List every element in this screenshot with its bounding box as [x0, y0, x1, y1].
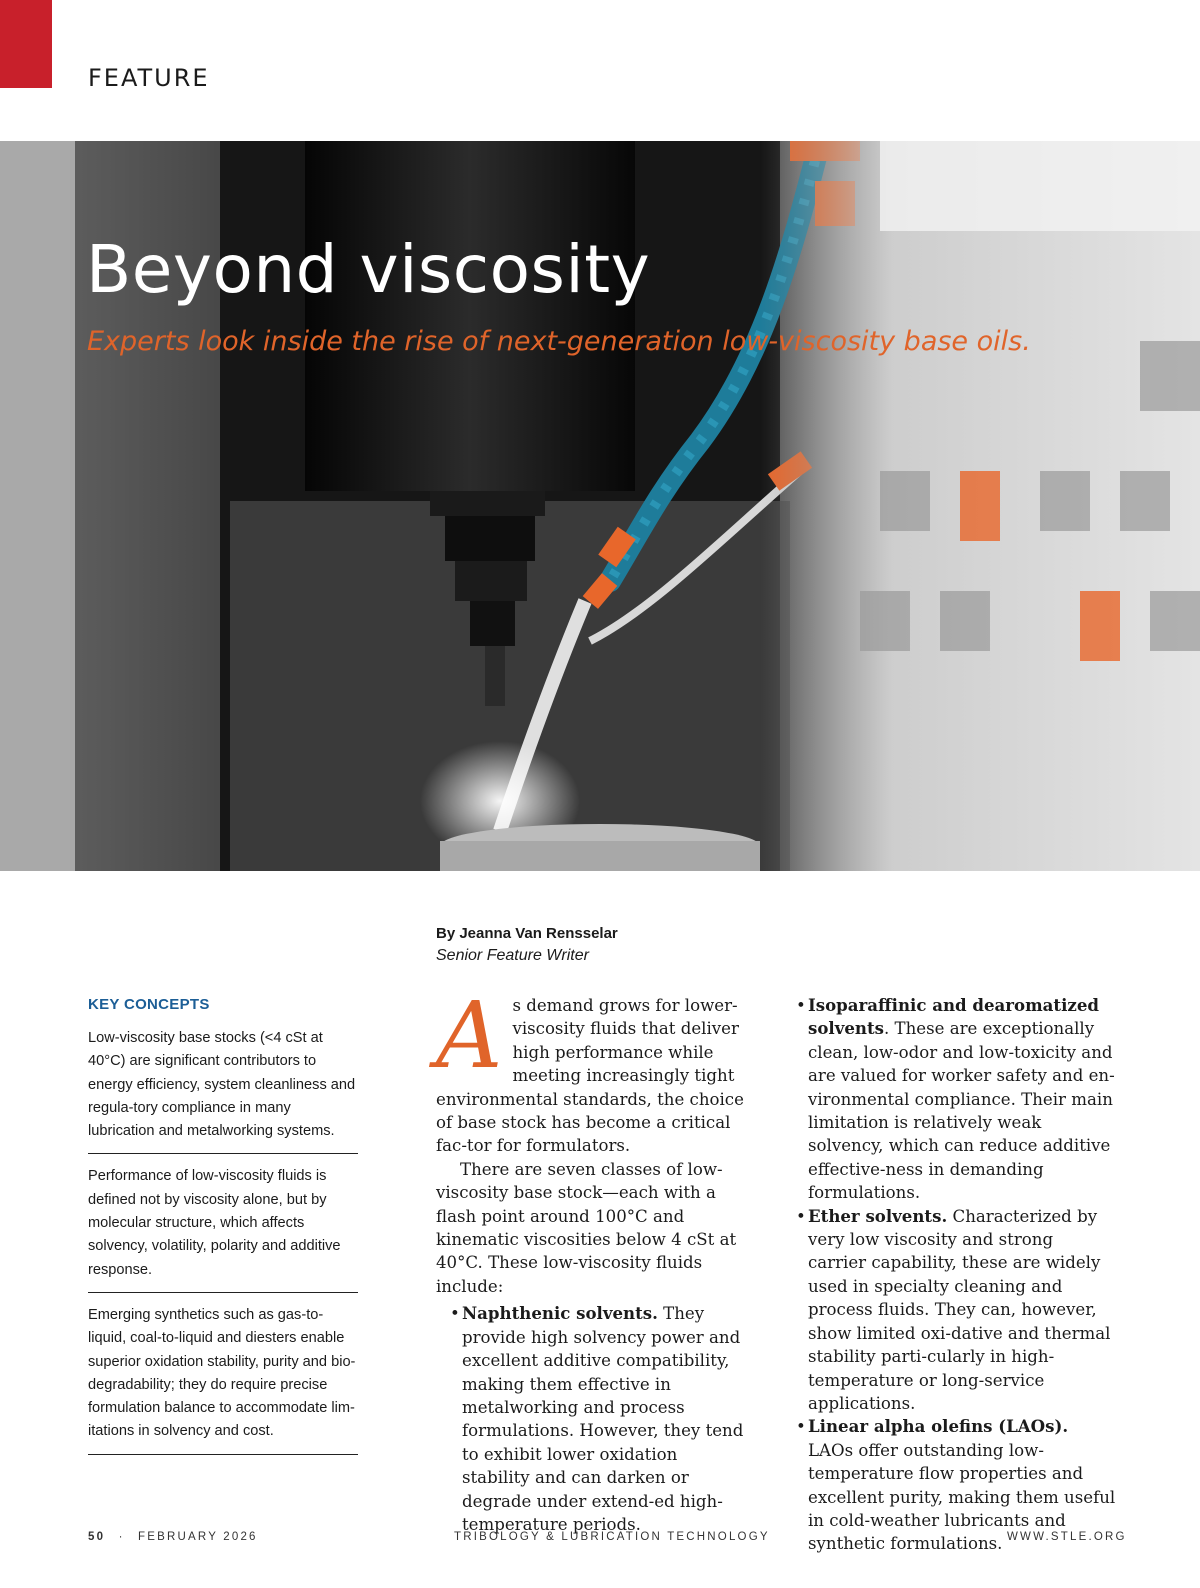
key-concept-item: Emerging synthetics such as gas-to-liquid, coal-to-liquid and diesters enable superior oxidation stability, purity and bio-degradability; they do require precise formulation balance to accommodate lim-itations in solvency and cost.: [88, 1304, 358, 1455]
list-item-term: Linear alpha olefins (LAOs).: [808, 1416, 1069, 1437]
footer-separator: ·: [118, 1531, 125, 1543]
website-link[interactable]: WWW.STLE.ORG: [1007, 1531, 1127, 1543]
footer-page-info: [88, 1531, 258, 1543]
base-stock-list: [436, 1302, 746, 1536]
section-color-tab: [0, 0, 52, 88]
article-column-2: [796, 994, 1116, 1556]
list-item-text: . These are exceptionally clean, low-odor and low-toxicity and are valued for worker safety and en-vironmental compliance. Their main limitation is relatively weak solvency, which can reduce additive effective-ness in demanding formulations.: [808, 1019, 1115, 1203]
key-concepts-sidebar: [88, 996, 358, 1466]
page-number: 50: [88, 1531, 106, 1543]
article-subtitle: Experts look inside the rise of next-generation low-viscosity base oils.: [87, 326, 1031, 357]
list-item: [462, 1302, 746, 1536]
list-item-term: Isoparaffinic and dearomatized solvents: [808, 995, 1099, 1039]
key-concepts-heading: KEY CONCEPTS: [88, 996, 210, 1013]
key-concept-item: Low-viscosity base stocks (<4 cSt at 40°C) are significant contributors to energy efficiency, system cleanliness and regula-tory compliance in many lubrication and metalworking systems.: [88, 1027, 358, 1154]
drop-cap: A: [436, 982, 503, 1089]
article-title: Beyond viscosity: [86, 231, 651, 308]
paragraph-text: s demand grows for lower-viscosity fluids that deliver high performance while meeting increasingly tight environmental standards, the choice of base stock has become a critical fac-tor for formulators.: [436, 996, 744, 1156]
key-concept-item: Performance of low-viscosity fluids is defined not by viscosity alone, but by molecular structure, which affects solvency, volatility, polarity and additive response.: [88, 1165, 358, 1292]
list-item-text: LAOs offer outstanding low-temperature flow properties and excellent purity, making them useful in cold-weather lubricants and synthetic formulations.: [808, 1440, 1116, 1554]
list-item-term: Ether solvents.: [808, 1205, 948, 1226]
byline-role: Senior Feature Writer: [436, 947, 589, 964]
byline-author: By Jeanna Van Rensselar: [436, 925, 618, 942]
publication-name: TRIBOLOGY & LUBRICATION TECHNOLOGY: [454, 1531, 770, 1543]
article-column-1: [436, 982, 746, 1536]
hero-photo: [0, 141, 1200, 871]
article-paragraph: [436, 982, 746, 1158]
list-item: [808, 1205, 1116, 1416]
list-item-term: Naphthenic solvents.: [462, 1303, 658, 1324]
byline: [436, 925, 618, 965]
list-item: [808, 994, 1116, 1205]
list-item-text: Characterized by very low viscosity and strong carrier capability, these are widely used in specialty cleaning and process fluids. They can, however, show limited oxi-dative and thermal stability parti-cularly in high-temperature or long-service applications.: [808, 1206, 1111, 1413]
issue-date: FEBRUARY 2026: [138, 1531, 258, 1543]
base-stock-list: [796, 994, 1116, 1556]
section-label: FEATURE: [88, 64, 210, 92]
article-paragraph: There are seven classes of low-viscosity base stock—each with a flash point around 100°C and kinematic viscosities below 4 cSt at 40°C. These low-viscosity fluids include:: [436, 1159, 737, 1296]
list-item-text: They provide high solvency power and excellent additive compatibility, making them effective in metalworking and process formulations. However, they tend to exhibit lower oxidation stability and can darken or degrade under extend-ed high-temperature periods.: [462, 1304, 744, 1534]
